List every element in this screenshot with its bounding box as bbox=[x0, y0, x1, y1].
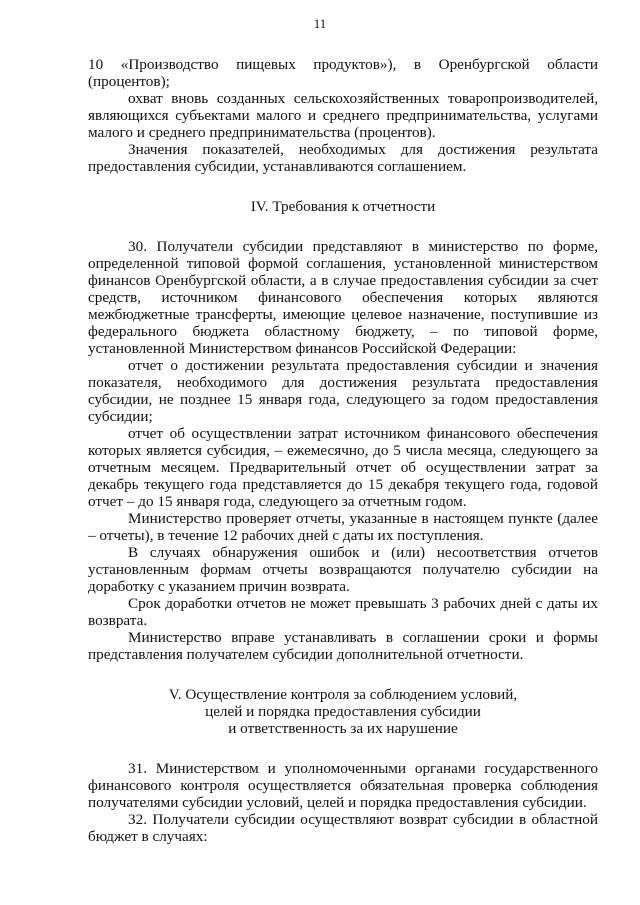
document-body bbox=[88, 56, 598, 845]
paragraph: 31. Министерством и уполномоченными органами государственного финансового контроля осуществляется обязательная проверка соблюдения получателями субсидии условий, целей и порядка предоставления субсидии. bbox=[88, 760, 598, 811]
paragraph: В случаях обнаружения ошибок и (или) несоответствия отчетов установленным формам отчеты возвращаются получателю субсидии на доработку с указанием причин возврата. bbox=[88, 544, 598, 595]
paragraph: отчет об осуществлении затрат источником финансового обеспечения которых является субсидия, – ежемесячно, до 5 числа месяца, следующего за отчетным месяцем. Предварительный отчет об осуществлении затрат за декабрь текущего года представляется до 15 декабря текущего года, годовой отчет – до 15 января года, следующего за отчетным годом. bbox=[88, 425, 598, 510]
paragraph: Министерство проверяет отчеты, указанные в настоящем пункте (далее – отчеты), в течение 12 рабочих дней с даты их поступления. bbox=[88, 510, 598, 544]
paragraph: 30. Получатели субсидии представляют в министерство по форме, определенной типовой формой соглашения, установленной министерством финансов Оренбургской области, а в случае предоставления субсидии за счет средств, источником финансового обеспечения которых являются межбюджетные трансферты, имеющие целевое назначение, поступившие из федерального бюджета областному бюджету, – по типовой форме, установленной Министерством финансов Российской Федерации: bbox=[88, 238, 598, 357]
paragraph: Министерство вправе устанавливать в соглашении сроки и формы представления получателем субсидии дополнительной отчетности. bbox=[88, 629, 598, 663]
paragraph: охват вновь созданных сельскохозяйственных товаропроизводителей, являющихся субъектами малого и среднего предпринимательства, услугами малого и среднего предпринимательства (процентов). bbox=[88, 90, 598, 141]
section-heading-4: IV. Требования к отчетности bbox=[250, 198, 436, 215]
paragraph: отчет о достижении результата предоставления субсидии и значения показателя, необходимого для достижения результата предоставления субсидии, не позднее 15 января года, следующего за годом предоставления субсидии; bbox=[88, 357, 598, 425]
paragraph: Срок доработки отчетов не может превышать 3 рабочих дней с даты их возврата. bbox=[88, 595, 598, 629]
paragraph: 10 «Производство пищевых продуктов»), в Оренбургской области (процентов); bbox=[88, 56, 598, 90]
heading-line: целей и порядка предоставления субсидии bbox=[205, 703, 481, 720]
heading-line: и ответственность за их нарушение bbox=[228, 720, 458, 737]
paragraph: 32. Получатели субсидии осуществляют возврат субсидии в областной бюджет в случаях: bbox=[88, 811, 598, 845]
page-number: 11 bbox=[313, 16, 327, 31]
heading-line: V. Осуществление контроля за соблюдением условий, bbox=[168, 686, 518, 703]
section-heading-5 bbox=[88, 686, 598, 737]
paragraph: Значения показателей, необходимых для достижения результата предоставления субсидии, устанавливаются соглашением. bbox=[88, 141, 598, 175]
